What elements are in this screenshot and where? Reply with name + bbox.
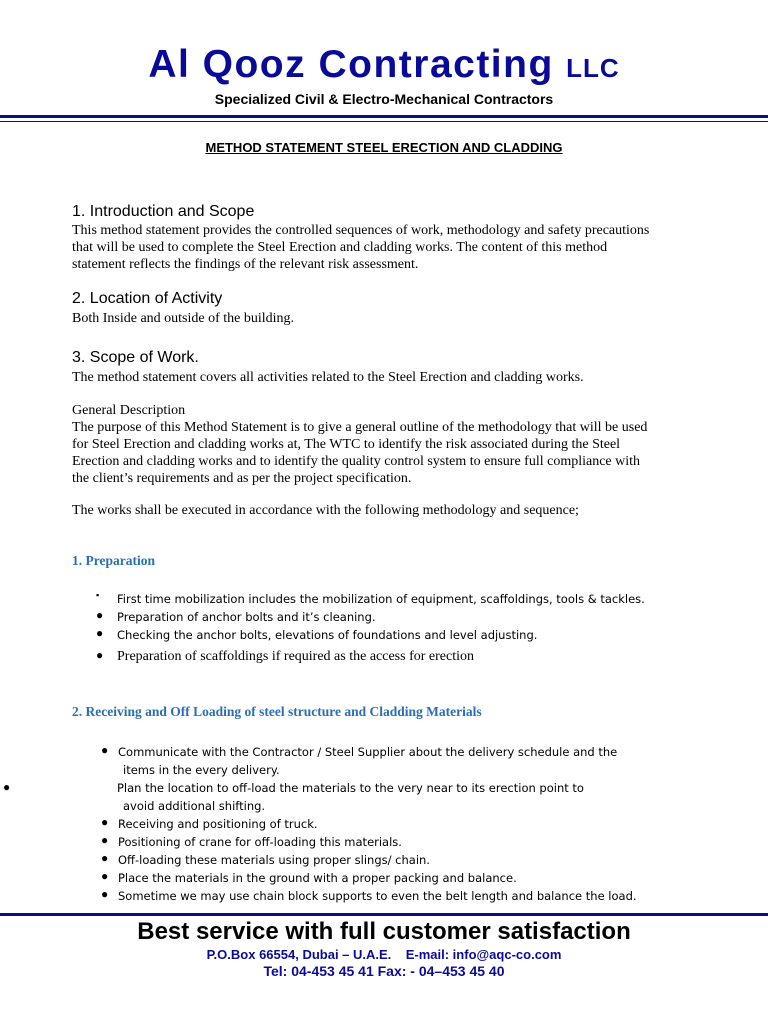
bullet-dot: ● xyxy=(101,851,109,865)
company-name xyxy=(0,40,768,93)
header-divider-thin xyxy=(0,121,768,122)
footer-divider xyxy=(0,913,768,916)
list-item: Receiving and positioning of truck. xyxy=(118,817,318,831)
section-body-introduction xyxy=(72,222,702,273)
list-item: Place the materials in the ground with a proper packing and balance. xyxy=(118,871,517,885)
text-line: for Steel Erection and cladding works at, The WTC to identify the risk associated during the Steel xyxy=(72,437,621,452)
bullet-dot: ● xyxy=(96,626,104,640)
section-heading-introduction: 1. Introduction and Scope xyxy=(72,203,255,220)
list-item: First time mobilization includes the mobilization of equipment, scaffoldings, tools & tackles. xyxy=(117,592,645,606)
section-heading-location: 2. Location of Activity xyxy=(72,290,223,307)
list-item: Checking the anchor bolts, elevations of foundations and level adjusting. xyxy=(117,628,538,642)
section-body-scope xyxy=(72,369,702,386)
bullet-square: ▪ xyxy=(96,590,100,600)
list-item: Off-loading these materials using proper slings/ chain. xyxy=(118,853,430,867)
text-line: The purpose of this Method Statement is to give a general outline of the methodology that will be used xyxy=(72,420,648,435)
general-description-label: General Description xyxy=(72,403,186,418)
step-heading-receiving: 2. Receiving and Off Loading of steel structure and Cladding Materials xyxy=(72,704,482,719)
list-item: Preparation of anchor bolts and it’s cleaning. xyxy=(117,610,376,624)
text-line: This method statement provides the controlled sequences of work, methodology and safety precautions xyxy=(72,223,650,238)
text-line: Both Inside and outside of the building. xyxy=(72,311,295,326)
footer-address: P.O.Box 66554, Dubai – U.A.E. E-mail: info@aqc-co.com xyxy=(206,947,562,962)
list-item: Communicate with the Contractor / Steel Supplier about the delivery schedule and the xyxy=(118,745,618,759)
list-item: Plan the location to off-load the materials to the very near to its erection point to xyxy=(117,781,584,795)
list-item: Preparation of scaffoldings if required as the access for erection xyxy=(117,649,474,664)
list-item-continuation: avoid additional shifting. xyxy=(123,799,266,813)
header-divider xyxy=(0,115,768,118)
list-item: Sometime we may use chain block supports to even the belt length and balance the load. xyxy=(118,889,637,903)
bullet-dot: ● xyxy=(101,815,109,829)
text-line: that will be used to complete the Steel Erection and cladding works. The content of this method xyxy=(72,240,608,255)
general-description xyxy=(72,402,702,487)
text-line: Erection and cladding works and to identify the quality control system to ensure full compliance with xyxy=(72,454,641,469)
list-item: Positioning of crane for off-loading this materials. xyxy=(118,835,402,849)
bullet-dot: ● xyxy=(101,833,109,847)
list-item-continuation: items in the every delivery. xyxy=(123,763,280,777)
company-tagline: Specialized Civil & Electro-Mechanical Contractors xyxy=(214,91,554,107)
bullet-dot: ● xyxy=(96,608,104,622)
text-line: the client’s requirements and as per the project specification. xyxy=(72,471,412,486)
bullet-dot: ● xyxy=(101,743,109,757)
bullet-dot: ● xyxy=(96,648,104,662)
section-heading-scope: 3. Scope of Work. xyxy=(72,349,199,366)
footer-slogan: Best service with full customer satisfaction xyxy=(137,918,631,945)
document-title: METHOD STATEMENT STEEL ERECTION AND CLADDING xyxy=(205,140,563,155)
step-heading-preparation: 1. Preparation xyxy=(72,553,155,568)
footer-phone: Tel: 04-453 45 41 Fax: - 04–453 45 40 xyxy=(263,963,505,979)
text-line: statement reflects the findings of the relevant risk assessment. xyxy=(72,257,419,272)
bullet-dot: ● xyxy=(101,887,109,901)
text-line: The method statement covers all activities related to the Steel Erection and cladding works. xyxy=(72,370,584,385)
methodology-intro: The works shall be executed in accordance with the following methodology and sequence; xyxy=(72,503,579,518)
bullet-dot: ● xyxy=(3,780,11,794)
company-name-text: Al Qooz Contracting xyxy=(148,43,554,86)
bullet-dot: ● xyxy=(101,869,109,883)
section-body-location xyxy=(72,310,702,327)
company-suffix: LLC xyxy=(566,53,620,83)
